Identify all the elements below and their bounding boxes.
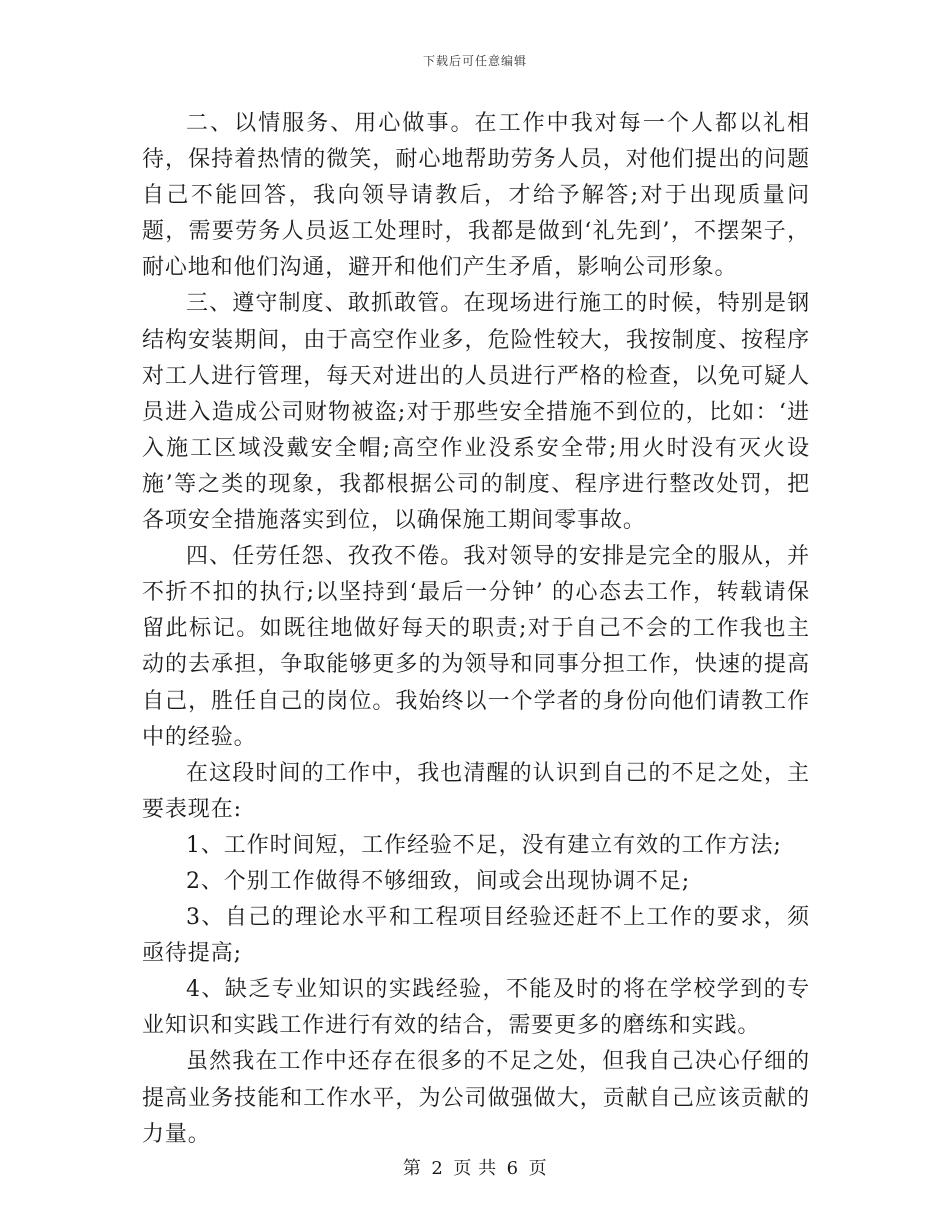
footer-suffix: 页: [528, 1158, 548, 1179]
paragraph-rules: 三、遵守制度、敢抓敢管。在现场进行施工的时候，特别是钢结构安装期间，由于高空作业多，危险性较大，我按制度、按程序对工人进行管理，每天对进出的人员进行严格的检查，以免可疑人员进入造成公司财物被盗;对于那些安全措施不到位的，比如：‘进入施工区域没戴安全帽;高空作业没系安全带;用火时没有灭火设施’等之类的现象，我都根据公司的制度、程序进行整改处罚，把各项安全措施落实到位，以确保施工期间零事故。: [142, 291, 810, 534]
footer-middle: 页 共: [453, 1158, 497, 1179]
paragraph-shortcomings-intro: 在这段时间的工作中，我也清醒的认识到自己的不足之处，主要表现在:: [142, 760, 810, 822]
footer-total-pages: 6: [506, 1158, 519, 1179]
page-footer: [0, 1154, 950, 1180]
paragraph-diligence: 四、任劳任怨、孜孜不倦。我对领导的安排是完全的服从，并不折不扣的执行;以坚持到‘最后一分钟’ 的心态去工作，转载请保留此标记。如既往地做好每天的职责;对于自己不会的工作我也主动的去承担，争取能够更多的为领导和同事分担工作，快速的提高自己，胜任自己的岗位。我始终以一个学者的身份向他们请教工作中的经验。: [142, 544, 810, 750]
document-body: [142, 106, 810, 1153]
footer-prefix: 第: [402, 1158, 422, 1179]
page-header: 下载后可任意编辑: [422, 54, 527, 68]
list-item-4: 4、缺乏专业知识的实践经验，不能及时的将在学校学到的专业知识和实践工作进行有效的结合，需要更多的磨练和实践。: [142, 977, 810, 1039]
footer-page-number: 2: [431, 1158, 444, 1179]
paragraph-conclusion: 虽然我在工作中还存在很多的不足之处，但我自己决心仔细的提高业务技能和工作水平，为公司做强做大，贡献自己应该贡献的力量。: [142, 1049, 810, 1147]
list-item-3: 3、自己的理论水平和工程项目经验还赶不上工作的要求，须亟待提高;: [142, 905, 810, 967]
list-item-1: 1、工作时间短，工作经验不足，没有建立有效的工作方法;: [186, 832, 782, 858]
paragraph-service: 二、以情服务、用心做事。在工作中我对每一个人都以礼相待，保持着热情的微笑，耐心地帮助劳务人员，对他们提出的问题自己不能回答，我向领导请教后，才给予解答;对于出现质量问题，需要劳务人员返工处理时，我都是做到‘礼先到’，不摆架子，耐心地和他们沟通，避开和他们产生矛盾，影响公司形象。: [142, 111, 810, 281]
list-item-2: 2、个别工作做得不够细致，间或会出现协调不足;: [186, 868, 691, 894]
